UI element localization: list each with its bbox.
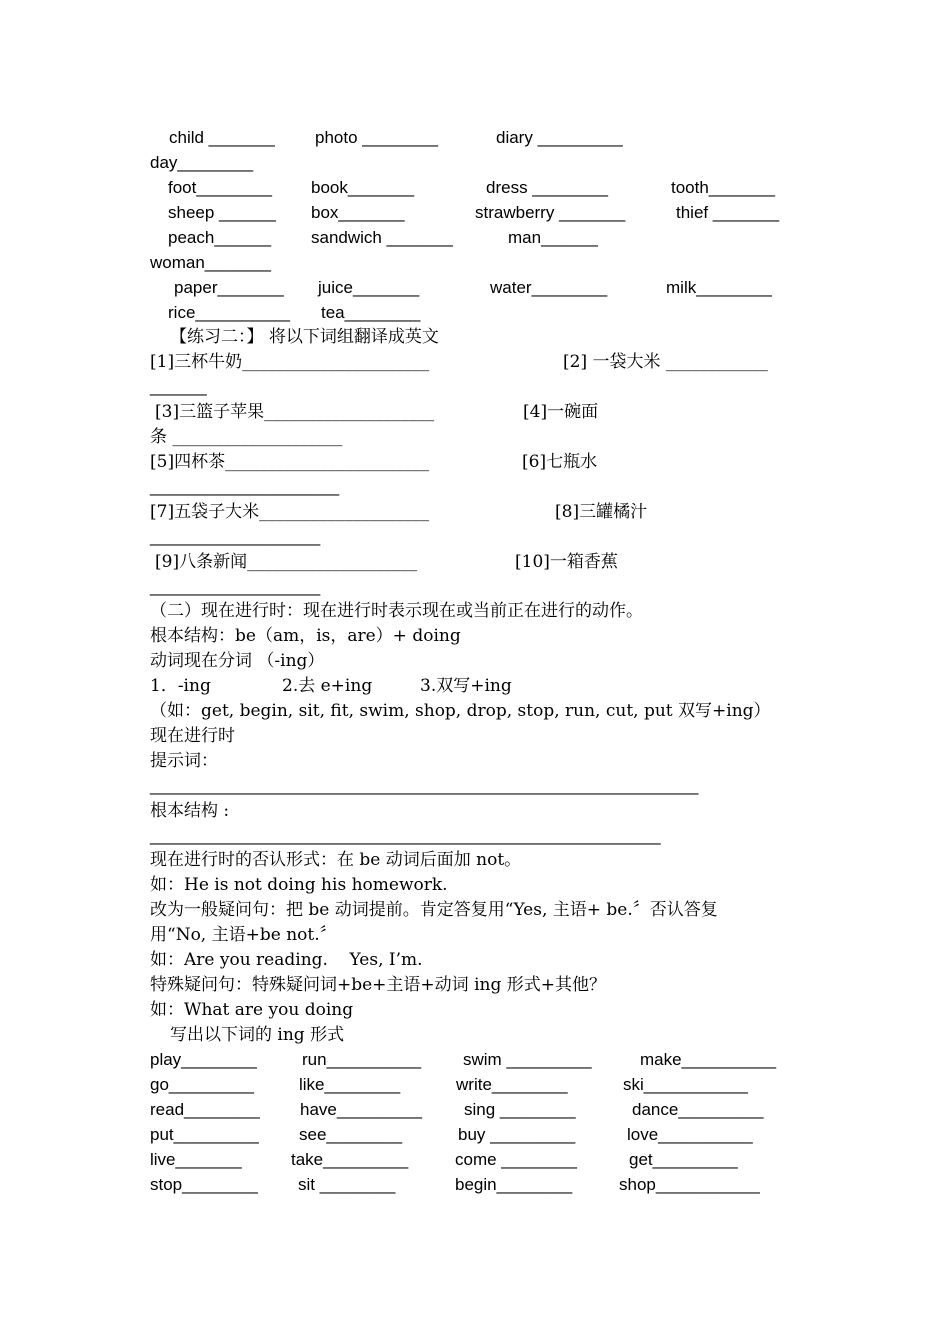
examples-text: （如：get, begin, sit, fit, swim, shop, drop, stop, run, cut, put 双写+ing） — [150, 701, 771, 721]
exercise-heading: 【练习二：】 将以下词组翻译成英文 — [170, 327, 439, 347]
vocab-word: paper_______ — [174, 278, 284, 297]
vocab-word: water________ — [490, 278, 608, 297]
translation-item: [3]三篮子苹果____________________ — [155, 402, 435, 422]
vocab-word: rice__________ — [168, 303, 290, 322]
negative-text: 现在进行时的否认形式：在 be 动词后面加 not。 — [150, 850, 522, 870]
vocab-word: sheep ______ — [168, 203, 276, 222]
answer-blank: __________________ — [150, 527, 321, 546]
vocab-word: sing ________ — [464, 1100, 576, 1119]
question-text: 用“No, 主语+be not.〞 — [150, 925, 337, 945]
translation-item: [1]三杯牛奶______________________ — [150, 352, 430, 372]
translation-item: [2] 一袋大米 ____________ — [563, 352, 768, 372]
translation-item: 条 ____________________ — [150, 427, 343, 447]
vocab-word: dress ________ — [486, 178, 608, 197]
translation-item: [7]五袋子大米____________________ — [150, 502, 430, 522]
translation-item: [5]四杯茶________________________ — [150, 452, 430, 472]
vocab-word: buy _________ — [458, 1125, 576, 1144]
vocab-word: come ________ — [455, 1150, 577, 1169]
vocab-word: dance_________ — [632, 1100, 764, 1119]
example-text: 如：What are you doing — [150, 1000, 354, 1020]
rule-text: 2.去 e+ing — [282, 676, 373, 696]
rule-text: 3.双写+ing — [420, 676, 512, 696]
answer-blank: ______________________________________________________ — [150, 826, 661, 845]
vocab-word: live_______ — [150, 1150, 242, 1169]
vocab-word: foot________ — [168, 178, 272, 197]
vocab-word: take_________ — [291, 1150, 409, 1169]
vocab-word: put_________ — [150, 1125, 259, 1144]
vocab-word: begin________ — [455, 1175, 573, 1194]
answer-blank: ____________________ — [150, 477, 340, 496]
translation-item: [6]七瓶水 — [522, 452, 598, 472]
translation-item: [9]八条新闻____________________ — [155, 552, 418, 572]
vocab-word: tooth_______ — [671, 178, 775, 197]
hint-label: 提示词： — [150, 751, 218, 771]
vocab-word: sandwich _______ — [311, 228, 453, 247]
special-question-text: 特殊疑问句：特殊疑问词+be+主语+动词 ing 形式+其他？ — [150, 975, 606, 995]
vocab-word: get_________ — [629, 1150, 738, 1169]
vocab-word: diary _________ — [496, 128, 623, 147]
rule-text: 1．-ing — [150, 676, 211, 696]
answer-blank: __________________ — [150, 577, 321, 596]
vocab-word: strawberry _______ — [475, 203, 626, 222]
vocab-word: day________ — [150, 153, 254, 172]
vocab-word: thief _______ — [676, 203, 780, 222]
vocab-word: child _______ — [169, 128, 275, 147]
vocab-word: book_______ — [311, 178, 415, 197]
structure-text: 根本结构：be（am，is，are）+ doing — [150, 626, 461, 646]
vocab-word: tea________ — [321, 303, 421, 322]
vocab-word: make__________ — [640, 1050, 777, 1069]
example-text: 如：He is not doing his homework. — [150, 875, 448, 895]
participle-text: 动词现在分词 （-ing） — [150, 651, 325, 671]
translation-item: [8]三罐橘汁 — [555, 502, 648, 522]
vocab-word: play________ — [150, 1050, 257, 1069]
vocab-word: peach______ — [168, 228, 272, 247]
section-title: （二）现在进行时：现在进行时表示现在或当前正在进行的动作。 — [150, 601, 643, 621]
vocab-word: milk________ — [666, 278, 772, 297]
vocab-word: woman_______ — [150, 253, 271, 272]
vocab-word: have_________ — [300, 1100, 422, 1119]
vocab-word: box_______ — [311, 203, 405, 222]
tense-label: 现在进行时 — [150, 726, 235, 746]
answer-blank: __________________________________________________________ — [150, 776, 699, 795]
question-text: 改为一般疑问句：把 be 动词提前。肯定答复用“Yes, 主语+ be.〞否认答复 — [150, 900, 718, 920]
vocab-word: photo ________ — [315, 128, 438, 147]
translation-item: [4]一碗面 — [523, 402, 599, 422]
vocab-word: sit ________ — [298, 1175, 396, 1194]
vocab-word: swim _________ — [463, 1050, 592, 1069]
answer-blank: ______ — [150, 377, 207, 396]
vocab-word: juice_______ — [318, 278, 420, 297]
vocab-word: like________ — [299, 1075, 401, 1094]
vocab-word: run__________ — [302, 1050, 422, 1069]
exercise-heading: 写出以下词的 ing 形式 — [170, 1025, 345, 1045]
example-text: 如：Are you reading. Yes, I’m. — [150, 950, 423, 970]
vocab-word: ski___________ — [623, 1075, 748, 1094]
structure-label: 根本结构 : — [150, 801, 230, 821]
vocab-word: love__________ — [627, 1125, 753, 1144]
vocab-word: shop___________ — [619, 1175, 760, 1194]
vocab-word: read________ — [150, 1100, 260, 1119]
vocab-word: stop________ — [150, 1175, 258, 1194]
translation-item: [10]一箱香蕉 — [515, 552, 618, 572]
vocab-word: write________ — [456, 1075, 568, 1094]
vocab-word: go_________ — [150, 1075, 255, 1094]
vocab-word: see________ — [299, 1125, 403, 1144]
vocab-word: man______ — [508, 228, 598, 247]
